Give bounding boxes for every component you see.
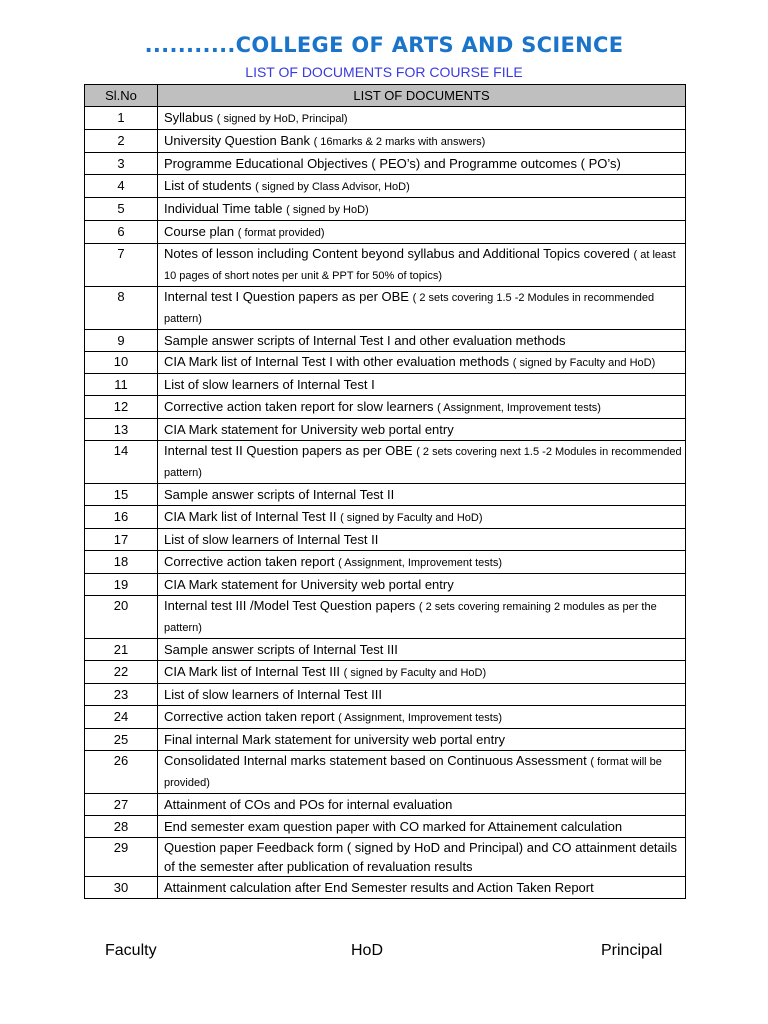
document-cell xyxy=(158,506,686,529)
document-name: CIA Mark list of Internal Test I with other evaluation methods xyxy=(164,354,510,369)
row-number: 2 xyxy=(85,130,158,153)
row-number: 26 xyxy=(85,751,158,794)
hod-signature-label: HoD xyxy=(351,942,384,959)
document-cell xyxy=(158,751,686,794)
table-body xyxy=(85,107,686,899)
document-note: ( signed by Faculty and HoD) xyxy=(343,667,487,679)
table-row xyxy=(85,639,686,661)
row-number: 14 xyxy=(85,441,158,484)
row-number: 15 xyxy=(85,484,158,506)
document-name: Attainment of COs and POs for internal evaluation xyxy=(164,797,453,812)
document-cell xyxy=(158,396,686,419)
table-header-row xyxy=(85,85,686,107)
document-name: Programme Educational Objectives ( PEO’s) and Programme outcomes ( PO’s) xyxy=(164,156,621,171)
row-number: 30 xyxy=(85,877,158,899)
document-note: ( format will be provided) xyxy=(164,756,662,789)
document-name: Sample answer scripts of Internal Test I and other evaluation methods xyxy=(164,333,566,348)
document-cell xyxy=(158,706,686,729)
table-row xyxy=(85,706,686,729)
document-note: ( 2 sets covering 1.5 -2 Modules in recommended pattern) xyxy=(164,292,655,325)
college-title: ...........COLLEGE OF ARTS AND SCIENCE xyxy=(144,33,624,57)
table-row xyxy=(85,396,686,419)
row-number: 1 xyxy=(85,107,158,130)
document-name: Individual Time table xyxy=(164,201,283,216)
table-row xyxy=(85,287,686,330)
column-header-slno: Sl.No xyxy=(85,85,158,107)
row-number: 20 xyxy=(85,596,158,639)
table-row xyxy=(85,130,686,153)
document-name: List of slow learners of Internal Test I xyxy=(164,377,375,392)
faculty-signature-label: Faculty xyxy=(105,942,157,959)
document-cell xyxy=(158,244,686,287)
document-name: List of slow learners of Internal Test III xyxy=(164,687,382,702)
document-name: Internal test I Question papers as per OBE xyxy=(164,289,409,304)
row-number: 9 xyxy=(85,330,158,352)
document-cell xyxy=(158,374,686,396)
column-header-documents: LIST OF DOCUMENTS xyxy=(158,85,686,107)
document-name: Sample answer scripts of Internal Test III xyxy=(164,642,398,657)
document-name: Course plan xyxy=(164,224,235,239)
row-number: 17 xyxy=(85,529,158,551)
document-cell xyxy=(158,419,686,441)
table-row xyxy=(85,729,686,751)
table-row xyxy=(85,352,686,374)
table-row xyxy=(85,221,686,244)
document-name: Corrective action taken report for slow learners xyxy=(164,399,434,414)
row-number: 3 xyxy=(85,153,158,175)
document-note: ( 16marks & 2 marks with answers) xyxy=(313,136,486,148)
document-cell xyxy=(158,816,686,838)
document-cell xyxy=(158,729,686,751)
row-number: 22 xyxy=(85,661,158,684)
document-name: Sample answer scripts of Internal Test II xyxy=(164,487,395,502)
document-cell xyxy=(158,838,686,877)
document-name: Notes of lesson including Content beyond syllabus and Additional Topics covered xyxy=(164,246,630,261)
document-note: ( signed by Faculty and HoD) xyxy=(340,512,483,524)
row-number: 13 xyxy=(85,419,158,441)
document-cell xyxy=(158,198,686,221)
document-note: ( Assignment, Improvement tests) xyxy=(338,712,502,724)
table-row xyxy=(85,838,686,877)
document-note: ( signed by Class Advisor, HoD) xyxy=(255,181,410,193)
document-cell xyxy=(158,287,686,330)
document-note: ( 2 sets covering remaining 2 modules as per the pattern) xyxy=(164,601,657,634)
document-name: CIA Mark statement for University web portal entry xyxy=(164,422,454,437)
row-number: 12 xyxy=(85,396,158,419)
document-note: ( at least 10 pages of short notes per unit & PPT for 50% of topics) xyxy=(164,249,676,282)
row-number: 25 xyxy=(85,729,158,751)
table-row xyxy=(85,441,686,484)
document-name: List of slow learners of Internal Test II xyxy=(164,532,379,547)
table-row xyxy=(85,506,686,529)
row-number: 27 xyxy=(85,794,158,816)
document-cell xyxy=(158,596,686,639)
row-number: 19 xyxy=(85,574,158,596)
document-cell xyxy=(158,221,686,244)
row-number: 28 xyxy=(85,816,158,838)
document-note: ( signed by HoD) xyxy=(286,204,369,216)
document-name: Corrective action taken report xyxy=(164,709,335,724)
document-note: ( Assignment, Improvement tests) xyxy=(437,402,601,414)
table-row xyxy=(85,175,686,198)
document-note: ( format provided) xyxy=(237,227,325,239)
row-number: 18 xyxy=(85,551,158,574)
document-cell xyxy=(158,794,686,816)
document-name: End semester exam question paper with CO marked for Attainement calculation xyxy=(164,819,623,834)
document-name: Consolidated Internal marks statement based on Continuous Assessment xyxy=(164,753,587,768)
document-cell xyxy=(158,130,686,153)
table-row xyxy=(85,596,686,639)
table-row xyxy=(85,877,686,899)
row-number: 11 xyxy=(85,374,158,396)
row-number: 21 xyxy=(85,639,158,661)
document-name: Final internal Mark statement for university web portal entry xyxy=(164,732,506,747)
table-row xyxy=(85,330,686,352)
document-cell xyxy=(158,574,686,596)
document-name: University Question Bank xyxy=(164,133,310,148)
document-note: ( 2 sets covering next 1.5 -2 Modules in recommended pattern) xyxy=(164,446,682,479)
table-row xyxy=(85,684,686,706)
document-note: ( signed by HoD, Principal) xyxy=(216,113,348,125)
table-row xyxy=(85,794,686,816)
document-cell xyxy=(158,441,686,484)
table-row xyxy=(85,816,686,838)
document-cell xyxy=(158,330,686,352)
document-cell xyxy=(158,175,686,198)
document-cell xyxy=(158,484,686,506)
table-row xyxy=(85,107,686,130)
document-cell xyxy=(158,684,686,706)
row-number: 16 xyxy=(85,506,158,529)
table-row xyxy=(85,551,686,574)
table-row xyxy=(85,153,686,175)
row-number: 29 xyxy=(85,838,158,877)
table-row xyxy=(85,198,686,221)
document-cell xyxy=(158,352,686,374)
document-name: Question paper Feedback form ( signed by HoD and Principal) and CO attainment details of the semester after publication of revaluation results xyxy=(164,840,678,874)
principal-signature-label: Principal xyxy=(601,942,663,959)
document-cell xyxy=(158,877,686,899)
row-number: 7 xyxy=(85,244,158,287)
row-number: 10 xyxy=(85,352,158,374)
document-name: Internal test II Question papers as per OBE xyxy=(164,443,413,458)
document-name: Syllabus xyxy=(164,110,214,125)
table-row xyxy=(85,374,686,396)
document-name: List of students xyxy=(164,178,252,193)
row-number: 24 xyxy=(85,706,158,729)
table-row xyxy=(85,244,686,287)
row-number: 8 xyxy=(85,287,158,330)
table-row xyxy=(85,661,686,684)
document-note: ( signed by Faculty and HoD) xyxy=(512,357,656,369)
document-name: Attainment calculation after End Semester results and Action Taken Report xyxy=(164,880,594,895)
table-row xyxy=(85,529,686,551)
document-name: CIA Mark list of Internal Test III xyxy=(164,664,341,679)
document-note: ( Assignment, Improvement tests) xyxy=(338,557,502,569)
document-cell xyxy=(158,551,686,574)
table-row xyxy=(85,574,686,596)
row-number: 6 xyxy=(85,221,158,244)
document-name: CIA Mark statement for University web portal entry xyxy=(164,577,454,592)
table-row xyxy=(85,419,686,441)
document-name: CIA Mark list of Internal Test II xyxy=(164,509,337,524)
document-name: Corrective action taken report xyxy=(164,554,335,569)
row-number: 23 xyxy=(85,684,158,706)
row-number: 4 xyxy=(85,175,158,198)
document-cell xyxy=(158,639,686,661)
document-cell xyxy=(158,107,686,130)
documents-table xyxy=(84,84,686,899)
document-name: Internal test III /Model Test Question papers xyxy=(164,598,416,613)
table-row xyxy=(85,484,686,506)
table-row xyxy=(85,751,686,794)
row-number: 5 xyxy=(85,198,158,221)
document-subtitle: LIST OF DOCUMENTS FOR COURSE FILE xyxy=(245,64,523,80)
document-cell xyxy=(158,529,686,551)
document-cell xyxy=(158,153,686,175)
document-cell xyxy=(158,661,686,684)
